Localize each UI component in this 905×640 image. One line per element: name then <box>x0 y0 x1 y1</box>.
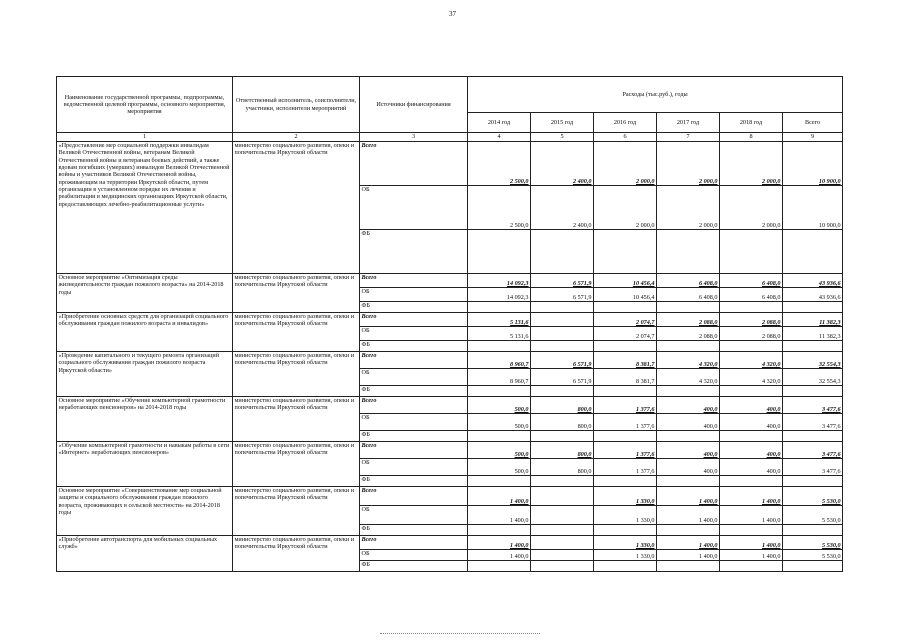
amount-cell <box>720 341 783 352</box>
amount-cell: 4 320,0 <box>657 352 720 369</box>
column-number: 9 <box>783 133 843 142</box>
amount-cell: 6 408,0 <box>720 274 783 288</box>
funding-source: ФБ <box>360 341 468 352</box>
amount-cell: 400,0 <box>720 397 783 414</box>
amount-cell: 1 377,6 <box>594 442 657 459</box>
program-name: Основное мероприятие «Совершенствование мер социальной защиты и социального обслуживания граждан пожилого возраста, проживающих в сельской местности» на 2014-2018 годы <box>57 487 233 536</box>
amount-cell: 1 400,0 <box>468 506 531 525</box>
amount-cell: 500,0 <box>468 397 531 414</box>
amount-sum-cell: 32 554,3 <box>783 352 843 369</box>
funding-source: Всего <box>360 142 468 186</box>
amount-sum-cell <box>783 302 843 313</box>
amount-sum-cell: 5 530,0 <box>783 506 843 525</box>
amount-cell <box>657 525 720 536</box>
funding-source: ФБ <box>360 561 468 572</box>
scan-edge-mark <box>380 633 540 634</box>
budget-table <box>56 76 843 572</box>
amount-cell: 400,0 <box>720 414 783 431</box>
amount-cell <box>468 525 531 536</box>
amount-cell: 8 960,7 <box>468 352 531 369</box>
amount-cell: 8 381,7 <box>594 369 657 386</box>
amount-cell: 1 400,0 <box>720 506 783 525</box>
amount-cell: 1 330,0 <box>594 550 657 561</box>
executor: министерство социального развития, опеки и попечительства Иркутской области <box>233 274 360 313</box>
amount-sum-cell: 5 530,0 <box>783 536 843 550</box>
header-year: 2014 год <box>468 113 531 133</box>
amount-sum-cell: 11 382,3 <box>783 327 843 341</box>
amount-cell: 5 131,6 <box>468 327 531 341</box>
amount-cell: 1 330,0 <box>594 536 657 550</box>
amount-cell <box>657 230 720 274</box>
amount-cell: 1 400,0 <box>468 550 531 561</box>
header-year: 2015 год <box>531 113 594 133</box>
amount-cell: 1 330,0 <box>594 506 657 525</box>
funding-source: Всего <box>360 397 468 414</box>
budget-body <box>57 142 843 572</box>
program-name: «Приобретение автотранспорта для мобильных социальных служб» <box>57 536 233 572</box>
amount-sum-cell <box>783 386 843 397</box>
amount-cell: 6 408,0 <box>657 274 720 288</box>
column-number: 2 <box>233 133 360 142</box>
amount-sum-cell <box>783 431 843 442</box>
amount-cell: 400,0 <box>657 397 720 414</box>
funding-source: Всего <box>360 442 468 459</box>
amount-sum-cell: 3 477,6 <box>783 414 843 431</box>
funding-source: Всего <box>360 274 468 288</box>
amount-cell <box>531 302 594 313</box>
amount-cell <box>531 525 594 536</box>
executor: министерство социального развития, опеки и попечительства Иркутской области <box>233 442 360 487</box>
amount-cell: 400,0 <box>657 459 720 476</box>
amount-cell: 2 000,0 <box>720 186 783 230</box>
header-source: Источники финансирования <box>360 77 468 133</box>
table-row-total <box>57 274 843 288</box>
funding-source: ОБ <box>360 506 468 525</box>
amount-sum-cell: 3 477,6 <box>783 442 843 459</box>
funding-source: ОБ <box>360 288 468 302</box>
amount-cell <box>531 550 594 561</box>
amount-cell <box>657 302 720 313</box>
amount-cell <box>720 431 783 442</box>
executor: министерство социального развития, опеки и попечительства Иркутской области <box>233 487 360 536</box>
amount-cell: 2 500,0 <box>468 186 531 230</box>
table-row-total <box>57 352 843 369</box>
amount-sum-cell: 5 530,0 <box>783 550 843 561</box>
amount-cell: 500,0 <box>468 442 531 459</box>
amount-cell: 1 400,0 <box>468 487 531 506</box>
amount-cell <box>720 525 783 536</box>
amount-cell <box>531 506 594 525</box>
executor: министерство социального развития, опеки и попечительства Иркутской области <box>233 313 360 352</box>
amount-cell: 6 571,9 <box>531 274 594 288</box>
amount-cell: 4 320,0 <box>657 369 720 386</box>
executor: министерство социального развития, опеки и попечительства Иркутской области <box>233 397 360 442</box>
amount-cell: 14 092,3 <box>468 288 531 302</box>
amount-cell <box>720 386 783 397</box>
amount-cell: 2 088,0 <box>720 327 783 341</box>
header-row-main <box>57 77 843 113</box>
amount-sum-cell <box>783 525 843 536</box>
amount-cell: 1 377,6 <box>594 414 657 431</box>
amount-cell: 2 000,0 <box>720 142 783 186</box>
header-executor: Ответственный исполнитель, соисполнители, участники, исполнители мероприятий <box>233 77 360 133</box>
amount-cell <box>594 476 657 487</box>
amount-cell: 2 000,0 <box>657 186 720 230</box>
amount-cell: 400,0 <box>720 459 783 476</box>
amount-cell: 800,0 <box>531 442 594 459</box>
amount-cell: 4 320,0 <box>720 352 783 369</box>
program-name: Основное мероприятие «Оптимизация среды жизнедеятельности граждан пожилого возраста» на 2014-2018 годы <box>57 274 233 313</box>
amount-sum-cell: 10 900,0 <box>783 142 843 186</box>
amount-cell: 4 320,0 <box>720 369 783 386</box>
amount-cell: 400,0 <box>657 414 720 431</box>
table-row-total <box>57 442 843 459</box>
amount-sum-cell: 3 477,6 <box>783 459 843 476</box>
amount-cell <box>468 386 531 397</box>
amount-cell <box>594 230 657 274</box>
amount-cell <box>657 561 720 572</box>
amount-cell <box>531 230 594 274</box>
funding-source: Всего <box>360 487 468 506</box>
amount-cell <box>531 341 594 352</box>
program-name: «Проведение капитального и текущего ремонта организаций социального обслуживания граждан пожилого возраста Иркутской области» <box>57 352 233 397</box>
amount-sum-cell: 10 900,0 <box>783 186 843 230</box>
amount-cell <box>531 476 594 487</box>
amount-cell <box>594 431 657 442</box>
column-number: 6 <box>594 133 657 142</box>
column-number: 5 <box>531 133 594 142</box>
amount-cell: 1 400,0 <box>657 550 720 561</box>
amount-cell <box>531 386 594 397</box>
amount-cell <box>594 341 657 352</box>
amount-sum-cell: 32 554,3 <box>783 369 843 386</box>
amount-cell <box>468 302 531 313</box>
amount-cell: 10 456,4 <box>594 274 657 288</box>
amount-cell: 2 074,7 <box>594 327 657 341</box>
amount-cell <box>594 386 657 397</box>
amount-cell: 2 400,0 <box>531 186 594 230</box>
amount-cell: 2 088,0 <box>657 327 720 341</box>
page-number: 37 <box>449 10 456 18</box>
amount-cell: 2 088,0 <box>720 313 783 327</box>
amount-cell <box>531 487 594 506</box>
amount-cell: 14 092,3 <box>468 274 531 288</box>
funding-source: ФБ <box>360 476 468 487</box>
amount-cell: 2 074,7 <box>594 313 657 327</box>
amount-cell <box>594 302 657 313</box>
amount-cell: 1 400,0 <box>657 487 720 506</box>
amount-cell <box>657 341 720 352</box>
table-row-total <box>57 397 843 414</box>
amount-cell: 2 500,0 <box>468 142 531 186</box>
amount-cell <box>531 536 594 550</box>
amount-cell: 500,0 <box>468 414 531 431</box>
amount-cell: 6 571,9 <box>531 352 594 369</box>
amount-cell: 6 571,9 <box>531 369 594 386</box>
amount-cell: 6 571,9 <box>531 288 594 302</box>
amount-cell <box>468 561 531 572</box>
amount-cell <box>531 313 594 327</box>
amount-cell <box>531 431 594 442</box>
amount-sum-cell: 43 936,6 <box>783 274 843 288</box>
funding-source: ОБ <box>360 186 468 230</box>
funding-source: ФБ <box>360 386 468 397</box>
column-number: 4 <box>468 133 531 142</box>
amount-cell: 1 400,0 <box>720 487 783 506</box>
header-total: Всего <box>783 113 843 133</box>
amount-cell: 2 000,0 <box>657 142 720 186</box>
table-row-total <box>57 313 843 327</box>
column-number-row <box>57 133 843 142</box>
funding-source: ОБ <box>360 414 468 431</box>
amount-sum-cell <box>783 230 843 274</box>
amount-cell: 1 377,6 <box>594 397 657 414</box>
amount-cell: 6 408,0 <box>657 288 720 302</box>
amount-cell <box>468 230 531 274</box>
amount-cell: 2 088,0 <box>657 313 720 327</box>
column-number: 8 <box>720 133 783 142</box>
amount-sum-cell <box>783 561 843 572</box>
funding-source: ОБ <box>360 550 468 561</box>
amount-cell <box>531 561 594 572</box>
header-expenses: Расходы (тыс.руб.), годы <box>468 77 843 113</box>
amount-cell: 1 400,0 <box>657 536 720 550</box>
amount-cell: 1 400,0 <box>468 536 531 550</box>
funding-source: ОБ <box>360 369 468 386</box>
amount-cell: 500,0 <box>468 459 531 476</box>
column-number: 7 <box>657 133 720 142</box>
amount-cell: 2 400,0 <box>531 142 594 186</box>
amount-cell <box>657 386 720 397</box>
header-name: Наименование государственной программы, подпрограммы, ведомственной целевой программы, основного мероприятия, мероприятия <box>57 77 233 133</box>
amount-cell <box>720 476 783 487</box>
amount-cell: 1 377,6 <box>594 459 657 476</box>
header-year: 2017 год <box>657 113 720 133</box>
amount-cell: 8 381,7 <box>594 352 657 369</box>
amount-cell: 5 131,6 <box>468 313 531 327</box>
program-name: Основное мероприятие «Обучение компьютерной грамотности неработающих пенсионеров» на 2014-2018 годы <box>57 397 233 442</box>
program-name: «Приобретение основных средств для организаций социального обслуживания граждан пожилого возраста и инвалидов» <box>57 313 233 352</box>
header-year: 2016 год <box>594 113 657 133</box>
executor: министерство социального развития, опеки и попечительства Иркутской области <box>233 352 360 397</box>
amount-cell <box>531 327 594 341</box>
executor: министерство социального развития, опеки и попечительства Иркутской области <box>233 536 360 572</box>
amount-cell: 2 000,0 <box>594 142 657 186</box>
amount-cell: 1 400,0 <box>657 506 720 525</box>
amount-cell: 10 456,4 <box>594 288 657 302</box>
amount-cell: 6 408,0 <box>720 288 783 302</box>
amount-cell <box>720 561 783 572</box>
funding-source: ОБ <box>360 327 468 341</box>
funding-source: ФБ <box>360 230 468 274</box>
amount-cell <box>720 230 783 274</box>
amount-cell <box>720 302 783 313</box>
amount-cell <box>594 525 657 536</box>
amount-sum-cell: 3 477,6 <box>783 397 843 414</box>
program-name: «Предоставление мер социальной поддержки инвалидам Великой Отечественной войны, ветеранам Великой Отечественной войны и ветеранам боевых действий, а также вдовам погибших (умерших) инвалидов Великой Отечественной войны и участников Великой Отечественной войны, проживающим на территории Иркутской области, путем организации в установленном порядке их лечения и реабилитации в медицинских организациях Иркутской области, предоставляющих лечебно-реабилитационные услуги» <box>57 142 233 274</box>
amount-cell <box>468 341 531 352</box>
amount-cell: 800,0 <box>531 397 594 414</box>
column-number: 1 <box>57 133 233 142</box>
funding-source: ФБ <box>360 525 468 536</box>
funding-source: ФБ <box>360 302 468 313</box>
amount-cell: 1 400,0 <box>720 550 783 561</box>
amount-cell: 1 330,0 <box>594 487 657 506</box>
table-row-total <box>57 536 843 550</box>
amount-cell: 800,0 <box>531 414 594 431</box>
amount-cell: 400,0 <box>657 442 720 459</box>
amount-sum-cell: 43 936,6 <box>783 288 843 302</box>
amount-cell: 2 000,0 <box>594 186 657 230</box>
table-row-total <box>57 487 843 506</box>
amount-sum-cell <box>783 476 843 487</box>
funding-source: ОБ <box>360 459 468 476</box>
table-row-total <box>57 142 843 186</box>
funding-source: Всего <box>360 313 468 327</box>
amount-cell: 8 960,7 <box>468 369 531 386</box>
amount-cell <box>468 431 531 442</box>
amount-sum-cell <box>783 341 843 352</box>
program-name: «Обучение компьютерной грамотности и навыкам работы в сети «Интернет» неработающих пенсионеров» <box>57 442 233 487</box>
amount-cell: 400,0 <box>720 442 783 459</box>
amount-cell <box>468 476 531 487</box>
funding-source: ФБ <box>360 431 468 442</box>
column-number: 3 <box>360 133 468 142</box>
funding-source: Всего <box>360 536 468 550</box>
amount-sum-cell: 11 382,3 <box>783 313 843 327</box>
header-year: 2018 год <box>720 113 783 133</box>
funding-source: Всего <box>360 352 468 369</box>
amount-cell: 800,0 <box>531 459 594 476</box>
amount-cell <box>594 561 657 572</box>
executor: министерство социального развития, опеки и попечительства Иркутской области <box>233 142 360 274</box>
amount-cell: 1 400,0 <box>720 536 783 550</box>
amount-sum-cell: 5 530,0 <box>783 487 843 506</box>
amount-cell <box>657 476 720 487</box>
amount-cell <box>657 431 720 442</box>
